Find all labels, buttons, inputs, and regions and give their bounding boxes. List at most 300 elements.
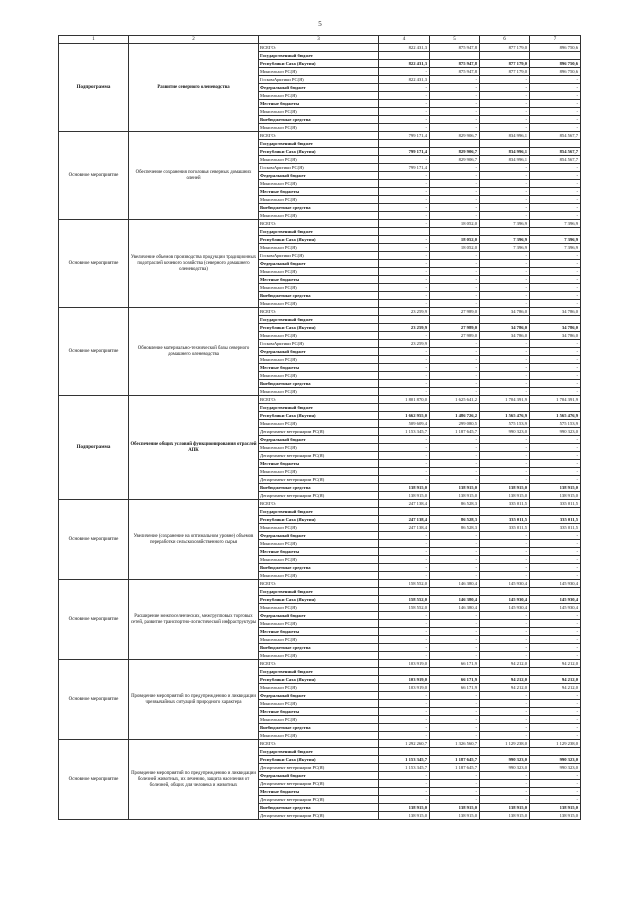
amount-cell: 138 915,0 xyxy=(430,812,480,820)
funding-source-cell: ГоскомАрктики РС(Я) xyxy=(259,164,379,172)
amount-cell: - xyxy=(530,260,581,268)
amount-cell: - xyxy=(430,724,480,732)
amount-cell xyxy=(530,508,581,516)
amount-cell xyxy=(379,316,430,324)
amount-cell: 138 915,0 xyxy=(530,804,581,812)
amount-cell: - xyxy=(430,700,480,708)
funding-source-cell: Минсельхоз РС(Я) xyxy=(259,444,379,452)
amount-cell: - xyxy=(480,476,530,484)
amount-cell xyxy=(530,668,581,676)
amount-cell: - xyxy=(480,188,530,196)
amount-cell: - xyxy=(379,628,430,636)
amount-cell: - xyxy=(430,124,480,132)
amount-cell: - xyxy=(430,252,480,260)
amount-cell: - xyxy=(430,164,480,172)
amount-cell: 7 396,9 xyxy=(480,244,530,252)
amount-cell: - xyxy=(379,436,430,444)
funding-source-cell: Республики Саха (Якутия) xyxy=(259,756,379,764)
amount-cell: 7 396,9 xyxy=(530,220,581,228)
amount-cell: - xyxy=(480,196,530,204)
amount-cell: 822 431,3 xyxy=(379,44,430,52)
page-number: 5 xyxy=(318,20,322,28)
amount-cell: - xyxy=(480,284,530,292)
program-type-cell: Основное мероприятие xyxy=(59,132,129,220)
amount-cell: 1 153 345,7 xyxy=(379,756,430,764)
funding-source-cell: Местные бюджеты xyxy=(259,628,379,636)
amount-cell: - xyxy=(430,372,480,380)
funding-source-cell: ГоскомАрктики РС(Я) xyxy=(259,252,379,260)
funding-source-cell: Внебюджетные средства xyxy=(259,380,379,388)
amount-cell: - xyxy=(379,380,430,388)
amount-cell: 877 179,0 xyxy=(480,68,530,76)
funding-source-cell: Минсельхоз РС(Я) xyxy=(259,388,379,396)
amount-cell: 854 567,7 xyxy=(530,156,581,164)
amount-cell xyxy=(379,748,430,756)
amount-cell: - xyxy=(530,172,581,180)
amount-cell: - xyxy=(480,452,530,460)
funding-source-cell: Республики Саха (Якутия) xyxy=(259,60,379,68)
amount-cell: - xyxy=(480,116,530,124)
amount-cell: - xyxy=(379,732,430,740)
amount-cell: 66 171,9 xyxy=(430,684,480,692)
amount-cell: - xyxy=(379,300,430,308)
amount-cell: 877 179,0 xyxy=(480,44,530,52)
amount-cell: - xyxy=(530,460,581,468)
amount-cell xyxy=(430,140,480,148)
amount-cell: - xyxy=(379,68,430,76)
funding-source-cell: ВСЕГО: xyxy=(259,740,379,748)
amount-cell: 829 906,7 xyxy=(430,132,480,140)
program-type-cell: Основное мероприятие xyxy=(59,308,129,396)
funding-source-cell: Минсельхоз РС(Я) xyxy=(259,468,379,476)
amount-cell: - xyxy=(480,356,530,364)
funding-source-cell: Минсельхоз РС(Я) xyxy=(259,700,379,708)
amount-cell: - xyxy=(430,364,480,372)
amount-cell: 1 187 645,7 xyxy=(430,764,480,772)
amount-cell: - xyxy=(430,628,480,636)
amount-cell xyxy=(530,404,581,412)
amount-cell: - xyxy=(379,276,430,284)
amount-cell: - xyxy=(379,212,430,220)
program-type-cell: Подпрограмма xyxy=(59,44,129,132)
amount-cell: - xyxy=(430,476,480,484)
amount-cell: - xyxy=(480,644,530,652)
amount-cell: - xyxy=(379,348,430,356)
amount-cell: - xyxy=(530,196,581,204)
column-number-header: 5 xyxy=(430,36,480,44)
amount-cell: - xyxy=(430,708,480,716)
amount-cell: - xyxy=(430,188,480,196)
amount-cell xyxy=(530,748,581,756)
amount-cell: - xyxy=(430,716,480,724)
amount-cell: 138 915,0 xyxy=(379,492,430,500)
funding-source-cell: Местные бюджеты xyxy=(259,708,379,716)
funding-source-cell: Государственный бюджет xyxy=(259,52,379,60)
amount-cell: - xyxy=(530,300,581,308)
amount-cell: 1 153 345,7 xyxy=(379,764,430,772)
amount-cell: - xyxy=(480,172,530,180)
amount-cell: 896 750,6 xyxy=(530,68,581,76)
amount-cell: - xyxy=(530,788,581,796)
amount-cell: - xyxy=(480,252,530,260)
amount-cell: 94 212,0 xyxy=(530,660,581,668)
column-number-header: 4 xyxy=(379,36,430,44)
amount-cell: - xyxy=(430,108,480,116)
amount-cell: - xyxy=(480,468,530,476)
amount-cell: 7 396,9 xyxy=(480,220,530,228)
amount-cell: - xyxy=(430,556,480,564)
amount-cell: 1 153 345,7 xyxy=(379,428,430,436)
funding-source-cell: Минсельхоз РС(Я) xyxy=(259,572,379,580)
funding-source-cell: Республики Саха (Якутия) xyxy=(259,412,379,420)
amount-cell: - xyxy=(379,108,430,116)
amount-cell: - xyxy=(430,340,480,348)
amount-cell: 299 080,5 xyxy=(430,420,480,428)
amount-cell: - xyxy=(480,260,530,268)
funding-source-cell: Департамент ветеринарии РС(Я) xyxy=(259,796,379,804)
amount-cell xyxy=(530,140,581,148)
amount-cell xyxy=(430,404,480,412)
table-row xyxy=(59,396,581,404)
amount-cell: 138 915,0 xyxy=(530,492,581,500)
amount-cell: 138 915,0 xyxy=(480,492,530,500)
amount-cell: - xyxy=(530,100,581,108)
funding-source-cell: Минсельхоз РС(Я) xyxy=(259,300,379,308)
amount-cell: - xyxy=(379,548,430,556)
amount-cell: 18 052,0 xyxy=(430,220,480,228)
amount-cell: 138 915,0 xyxy=(480,484,530,492)
amount-cell: - xyxy=(430,572,480,580)
amount-cell: 34 786,0 xyxy=(480,332,530,340)
program-title-cell: Увеличение (сохранение на оптимальном уровне) объемов переработки сельскохозяйственного сырья xyxy=(129,500,259,580)
funding-source-cell: Внебюджетные средства xyxy=(259,116,379,124)
amount-cell: 1 801 870,0 xyxy=(379,396,430,404)
amount-cell: - xyxy=(480,652,530,660)
amount-cell: 146 380,4 xyxy=(430,604,480,612)
amount-cell: 34 786,0 xyxy=(480,324,530,332)
amount-cell: 146 380,4 xyxy=(430,580,480,588)
amount-cell: - xyxy=(430,300,480,308)
amount-cell: - xyxy=(430,380,480,388)
funding-source-cell: Минсельхоз РС(Я) xyxy=(259,524,379,532)
column-number-header: 1 xyxy=(59,36,129,44)
amount-cell: - xyxy=(530,372,581,380)
amount-cell: 834 996,1 xyxy=(480,132,530,140)
amount-cell: - xyxy=(379,292,430,300)
amount-cell: - xyxy=(480,292,530,300)
amount-cell: - xyxy=(430,92,480,100)
amount-cell: - xyxy=(530,356,581,364)
amount-cell: - xyxy=(379,636,430,644)
funding-source-cell: Федеральный бюджет xyxy=(259,532,379,540)
amount-cell: 138 915,0 xyxy=(530,484,581,492)
funding-source-cell: Местные бюджеты xyxy=(259,788,379,796)
amount-cell: 145 930,4 xyxy=(530,604,581,612)
amount-cell: - xyxy=(430,540,480,548)
amount-cell: - xyxy=(430,268,480,276)
amount-cell: - xyxy=(480,788,530,796)
column-number-row xyxy=(59,36,581,44)
amount-cell: - xyxy=(480,532,530,540)
funding-source-cell: Минсельхоз РС(Я) xyxy=(259,108,379,116)
amount-cell: 138 915,0 xyxy=(430,484,480,492)
funding-source-cell: Минсельхоз РС(Я) xyxy=(259,684,379,692)
funding-source-cell: Федеральный бюджет xyxy=(259,172,379,180)
amount-cell: - xyxy=(430,348,480,356)
amount-cell: - xyxy=(379,460,430,468)
amount-cell: 27 989,0 xyxy=(430,308,480,316)
amount-cell: - xyxy=(379,84,430,92)
funding-source-cell: Департамент ветеринарии РС(Я) xyxy=(259,780,379,788)
funding-source-cell: ВСЕГО: xyxy=(259,500,379,508)
amount-cell: 1 129 238,0 xyxy=(530,740,581,748)
amount-cell: - xyxy=(530,252,581,260)
amount-cell: 86 528,3 xyxy=(430,516,480,524)
amount-cell: - xyxy=(379,260,430,268)
amount-cell: - xyxy=(480,772,530,780)
amount-cell: - xyxy=(480,164,530,172)
amount-cell: 990 323,0 xyxy=(530,428,581,436)
amount-cell: 854 567,7 xyxy=(530,148,581,156)
amount-cell: - xyxy=(379,556,430,564)
funding-source-cell: Минсельхоз РС(Я) xyxy=(259,68,379,76)
amount-cell: - xyxy=(530,652,581,660)
funding-source-cell: Минсельхоз РС(Я) xyxy=(259,540,379,548)
amount-cell: - xyxy=(530,212,581,220)
funding-source-cell: ВСЕГО: xyxy=(259,220,379,228)
amount-cell: - xyxy=(480,540,530,548)
amount-cell: 829 906,7 xyxy=(430,148,480,156)
funding-source-cell: Местные бюджеты xyxy=(259,276,379,284)
funding-source-cell: Внебюджетные средства xyxy=(259,724,379,732)
program-type-cell: Основное мероприятие xyxy=(59,740,129,820)
funding-source-cell: ВСЕГО: xyxy=(259,660,379,668)
funding-source-cell: Государственный бюджет xyxy=(259,140,379,148)
program-title-cell: Проведение мероприятий по предупреждению и ликвидации болезней животных, их лечению, защита населения от болезней, общих для человека и животных xyxy=(129,740,259,820)
funding-source-cell: Республики Саха (Якутия) xyxy=(259,676,379,684)
amount-cell: - xyxy=(430,796,480,804)
amount-cell: - xyxy=(480,612,530,620)
funding-source-cell: Федеральный бюджет xyxy=(259,612,379,620)
amount-cell: 138 915,0 xyxy=(530,812,581,820)
funding-source-cell: Минсельхоз РС(Я) xyxy=(259,716,379,724)
amount-cell: 1 565 476,9 xyxy=(530,412,581,420)
amount-cell: - xyxy=(430,732,480,740)
amount-cell: - xyxy=(430,180,480,188)
amount-cell: - xyxy=(530,716,581,724)
amount-cell: - xyxy=(430,564,480,572)
amount-cell: - xyxy=(530,780,581,788)
amount-cell: - xyxy=(480,300,530,308)
amount-cell: - xyxy=(379,364,430,372)
amount-cell: 145 930,4 xyxy=(480,596,530,604)
amount-cell: 27 989,0 xyxy=(430,332,480,340)
table-row xyxy=(59,220,581,228)
amount-cell: 247 138,4 xyxy=(379,524,430,532)
amount-cell: - xyxy=(379,124,430,132)
amount-cell: - xyxy=(530,84,581,92)
amount-cell: 145 930,4 xyxy=(480,580,530,588)
amount-cell xyxy=(379,52,430,60)
funding-source-cell: Минсельхоз РС(Я) xyxy=(259,196,379,204)
table-row xyxy=(59,132,581,140)
funding-source-cell: Департамент ветеринарии РС(Я) xyxy=(259,812,379,820)
amount-cell xyxy=(480,588,530,596)
funding-source-cell: Минсельхоз РС(Я) xyxy=(259,92,379,100)
amount-cell: 1 565 476,9 xyxy=(480,412,530,420)
amount-cell: - xyxy=(430,84,480,92)
amount-cell: - xyxy=(430,772,480,780)
amount-cell xyxy=(480,404,530,412)
amount-cell: - xyxy=(530,708,581,716)
amount-cell: - xyxy=(430,116,480,124)
amount-cell: 23 259,9 xyxy=(379,340,430,348)
amount-cell: - xyxy=(480,564,530,572)
amount-cell: - xyxy=(480,348,530,356)
amount-cell: - xyxy=(379,100,430,108)
funding-source-cell: Минсельхоз РС(Я) xyxy=(259,372,379,380)
amount-cell: 18 052,0 xyxy=(430,244,480,252)
amount-cell: - xyxy=(379,388,430,396)
amount-cell: - xyxy=(379,196,430,204)
amount-cell: 138 915,0 xyxy=(430,492,480,500)
amount-cell: 877 179,0 xyxy=(480,60,530,68)
funding-source-cell: Минсельхоз РС(Я) xyxy=(259,620,379,628)
amount-cell: - xyxy=(530,732,581,740)
amount-cell: - xyxy=(480,460,530,468)
table-row xyxy=(59,740,581,748)
amount-cell: - xyxy=(480,388,530,396)
amount-cell: - xyxy=(430,212,480,220)
amount-cell: 94 212,0 xyxy=(530,684,581,692)
amount-cell: - xyxy=(530,796,581,804)
program-title-cell: Проведение мероприятий по предупреждению и ликвидации чрезвычайных ситуаций природного характера xyxy=(129,660,259,740)
funding-source-cell: Государственный бюджет xyxy=(259,508,379,516)
funding-source-cell: Республики Саха (Якутия) xyxy=(259,596,379,604)
amount-cell: 34 786,0 xyxy=(530,332,581,340)
amount-cell: - xyxy=(530,204,581,212)
amount-cell: - xyxy=(530,532,581,540)
amount-cell: 1 292 260,7 xyxy=(379,740,430,748)
funding-source-cell: ВСЕГО: xyxy=(259,580,379,588)
amount-cell: 1 486 726,2 xyxy=(430,412,480,420)
funding-source-cell: Местные бюджеты xyxy=(259,364,379,372)
amount-cell: 875 947,8 xyxy=(430,68,480,76)
amount-cell: - xyxy=(430,788,480,796)
amount-cell: - xyxy=(480,636,530,644)
amount-cell: - xyxy=(480,100,530,108)
funding-source-cell: Департамент ветеринарии РС(Я) xyxy=(259,764,379,772)
amount-cell: - xyxy=(480,212,530,220)
amount-cell: 34 786,0 xyxy=(480,308,530,316)
amount-cell: 799 171,4 xyxy=(379,132,430,140)
amount-cell: - xyxy=(379,332,430,340)
program-type-cell: Основное мероприятие xyxy=(59,660,129,740)
amount-cell: 854 567,7 xyxy=(530,132,581,140)
amount-cell xyxy=(379,668,430,676)
amount-cell: 86 528,3 xyxy=(430,524,480,532)
amount-cell: - xyxy=(480,436,530,444)
amount-cell: 509 609,4 xyxy=(379,420,430,428)
amount-cell: - xyxy=(530,772,581,780)
amount-cell: - xyxy=(480,340,530,348)
funding-source-cell: Местные бюджеты xyxy=(259,188,379,196)
amount-cell: - xyxy=(379,644,430,652)
program-type-cell: Подпрограмма xyxy=(59,396,129,500)
funding-source-cell: Государственный бюджет xyxy=(259,404,379,412)
funding-source-cell: Минсельхоз РС(Я) xyxy=(259,180,379,188)
amount-cell: 822 431,3 xyxy=(379,60,430,68)
amount-cell: - xyxy=(430,652,480,660)
amount-cell: - xyxy=(530,292,581,300)
funding-source-cell: Внебюджетные средства xyxy=(259,804,379,812)
amount-cell: - xyxy=(480,268,530,276)
funding-source-cell: Местные бюджеты xyxy=(259,460,379,468)
amount-cell: - xyxy=(530,564,581,572)
amount-cell: - xyxy=(480,124,530,132)
amount-cell: - xyxy=(530,388,581,396)
amount-cell: - xyxy=(379,204,430,212)
amount-cell: 990 323,0 xyxy=(480,764,530,772)
amount-cell: - xyxy=(430,692,480,700)
amount-cell: - xyxy=(379,620,430,628)
amount-cell: - xyxy=(530,724,581,732)
amount-cell xyxy=(480,508,530,516)
amount-cell: - xyxy=(430,436,480,444)
table-row xyxy=(59,580,581,588)
funding-source-cell: Внебюджетные средства xyxy=(259,292,379,300)
column-number-header: 2 xyxy=(129,36,259,44)
table-row xyxy=(59,500,581,508)
amount-cell: - xyxy=(379,116,430,124)
funding-source-cell: Департамент ветеринарии РС(Я) xyxy=(259,452,379,460)
amount-cell xyxy=(530,316,581,324)
amount-cell: 103 919,0 xyxy=(379,684,430,692)
program-type-cell: Основное мероприятие xyxy=(59,500,129,580)
amount-cell: - xyxy=(480,372,530,380)
funding-source-cell: ВСЕГО: xyxy=(259,396,379,404)
amount-cell xyxy=(430,228,480,236)
amount-cell: - xyxy=(379,796,430,804)
amount-cell: - xyxy=(480,548,530,556)
amount-cell: - xyxy=(530,476,581,484)
amount-cell: - xyxy=(530,436,581,444)
amount-cell: - xyxy=(379,612,430,620)
amount-cell: 103 919,0 xyxy=(379,676,430,684)
amount-cell: - xyxy=(379,772,430,780)
funding-source-cell: Внебюджетные средства xyxy=(259,564,379,572)
amount-cell: 1 187 645,7 xyxy=(430,756,480,764)
amount-cell: - xyxy=(430,284,480,292)
program-title-cell: Обеспечение общих условий функционирования отраслей АПК xyxy=(129,396,259,500)
budget-table xyxy=(58,35,581,820)
amount-cell: 23 259,9 xyxy=(379,308,430,316)
amount-cell: - xyxy=(480,620,530,628)
amount-cell: 23 259,9 xyxy=(379,324,430,332)
amount-cell: 575 153,9 xyxy=(530,420,581,428)
amount-cell: - xyxy=(480,724,530,732)
amount-cell: - xyxy=(530,540,581,548)
amount-cell: - xyxy=(530,572,581,580)
amount-cell: - xyxy=(480,380,530,388)
amount-cell: 875 947,8 xyxy=(430,60,480,68)
funding-source-cell: Минсельхоз РС(Я) xyxy=(259,652,379,660)
amount-cell: - xyxy=(430,204,480,212)
funding-source-cell: Внебюджетные средства xyxy=(259,204,379,212)
amount-cell: - xyxy=(480,708,530,716)
funding-source-cell: Государственный бюджет xyxy=(259,748,379,756)
amount-cell: - xyxy=(480,780,530,788)
